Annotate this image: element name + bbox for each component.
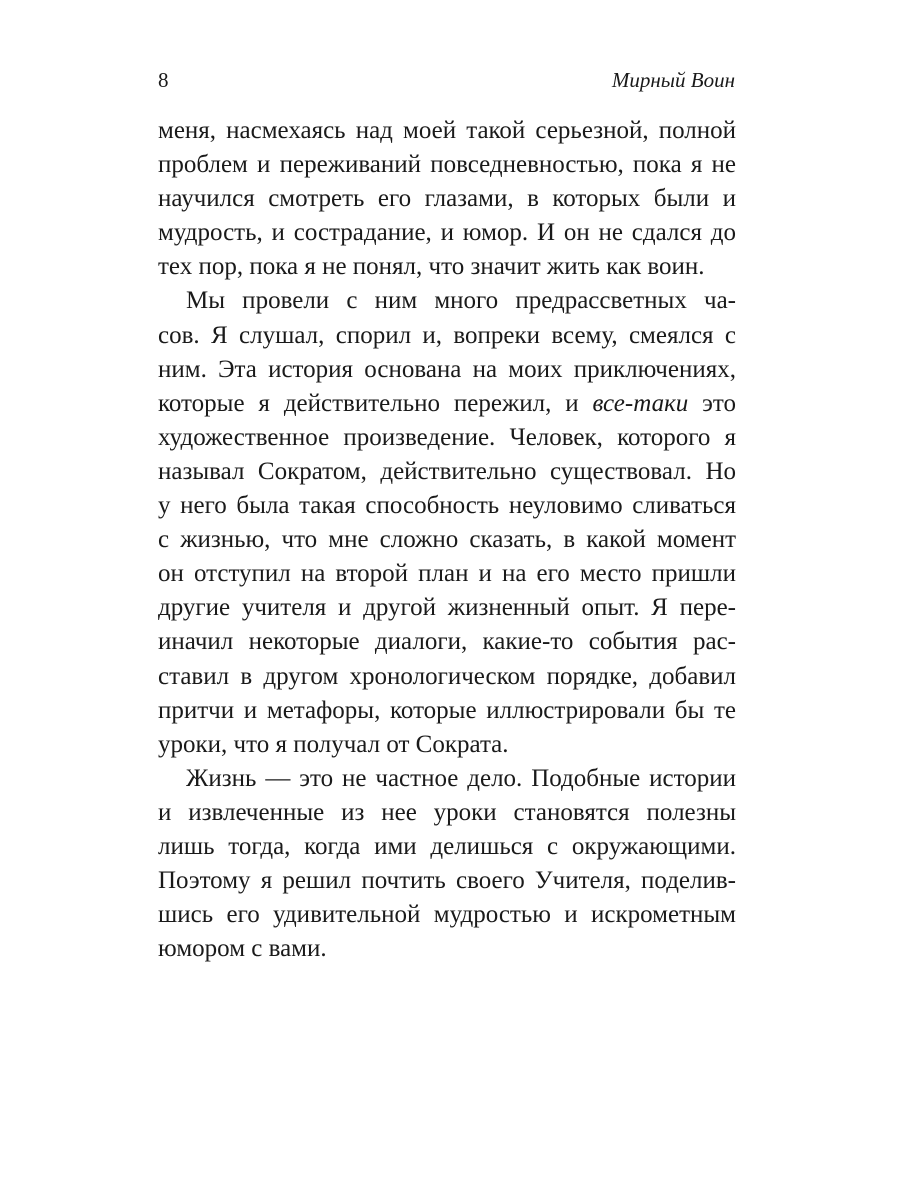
text-line bbox=[158, 694, 736, 728]
text-segment: он отступил на второй план и на его место пришли bbox=[158, 560, 736, 588]
text-line bbox=[158, 148, 736, 182]
text-line bbox=[158, 489, 736, 523]
italic-text: все-таки bbox=[592, 389, 689, 417]
text-segment: у него была такая способность неуловимо сливаться bbox=[158, 492, 736, 520]
text-line bbox=[158, 114, 736, 148]
text-segment: проблем и переживаний повседневностью, пока я не bbox=[158, 151, 736, 179]
text-segment: ставил в другом хронологическом порядке, добавил bbox=[158, 662, 736, 690]
text-line bbox=[158, 660, 736, 694]
text-line bbox=[158, 182, 736, 216]
text-line bbox=[158, 625, 736, 659]
text-line bbox=[158, 762, 736, 796]
text-line bbox=[158, 387, 736, 421]
text-segment: шись его удивительной мудростью и искрометным bbox=[158, 901, 736, 929]
text-line bbox=[158, 932, 736, 966]
text-line bbox=[158, 591, 736, 625]
text-line bbox=[158, 250, 736, 284]
text-line bbox=[158, 557, 736, 591]
text-line bbox=[158, 455, 736, 489]
text-segment: это bbox=[688, 389, 737, 417]
text-segment: с жизнью, что мне сложно сказать, в какой момент bbox=[158, 526, 736, 554]
text-segment: научился смотреть его глазами, в которых были и bbox=[158, 185, 736, 213]
text-segment: уроки, что я получал от Сократа. bbox=[158, 730, 509, 758]
text-segment: другие учителя и другой жизненный опыт. Я пере- bbox=[158, 594, 736, 622]
text-line bbox=[158, 284, 736, 318]
text-segment: художественное произведение. Человек, которого я bbox=[158, 423, 736, 451]
text-segment: меня, насмехаясь над моей такой серьезной, полной bbox=[158, 117, 736, 144]
text-segment: и извлеченные из нее уроки становятся полезны bbox=[158, 798, 736, 826]
text-line bbox=[158, 421, 736, 455]
text-segment: тех пор, пока я не понял, что значит жить как воин. bbox=[158, 253, 705, 281]
body-text bbox=[158, 114, 736, 966]
text-line bbox=[158, 830, 736, 864]
text-segment: Мы провели с ним много предрассветных ча- bbox=[186, 287, 736, 315]
text-segment: называл Сократом, действительно существовал. Но bbox=[158, 457, 736, 485]
text-line bbox=[158, 864, 736, 898]
text-segment: Поэтому я решил почтить своего Учителя, поделив- bbox=[158, 867, 736, 895]
text-line bbox=[158, 319, 736, 353]
text-line bbox=[158, 898, 736, 932]
text-line bbox=[158, 796, 736, 830]
text-line bbox=[158, 353, 736, 387]
text-segment: которые я действительно пережил, и bbox=[158, 389, 593, 417]
text-segment: мудрость, и сострадание, и юмор. И он не сдался до bbox=[158, 219, 736, 247]
running-title: Мирный Воин bbox=[611, 68, 735, 92]
text-segment: юмором с вами. bbox=[158, 935, 327, 963]
text-line bbox=[158, 216, 736, 250]
text-segment: сов. Я слушал, спорил и, вопреки всему, смеялся с bbox=[158, 321, 736, 349]
text-segment: притчи и метафоры, которые иллюстрировали бы те bbox=[158, 696, 736, 724]
text-segment: Жизнь — это не частное дело. Подобные истории bbox=[186, 764, 736, 792]
text-segment: ним. Эта история основана на моих приключениях, bbox=[158, 355, 736, 383]
text-line bbox=[158, 728, 736, 762]
text-segment: иначил некоторые диалоги, какие-то события рас- bbox=[158, 628, 736, 656]
text-segment: лишь тогда, когда ими делишься с окружающими. bbox=[158, 832, 736, 860]
page-number: 8 bbox=[158, 68, 169, 92]
text-line bbox=[158, 523, 736, 557]
